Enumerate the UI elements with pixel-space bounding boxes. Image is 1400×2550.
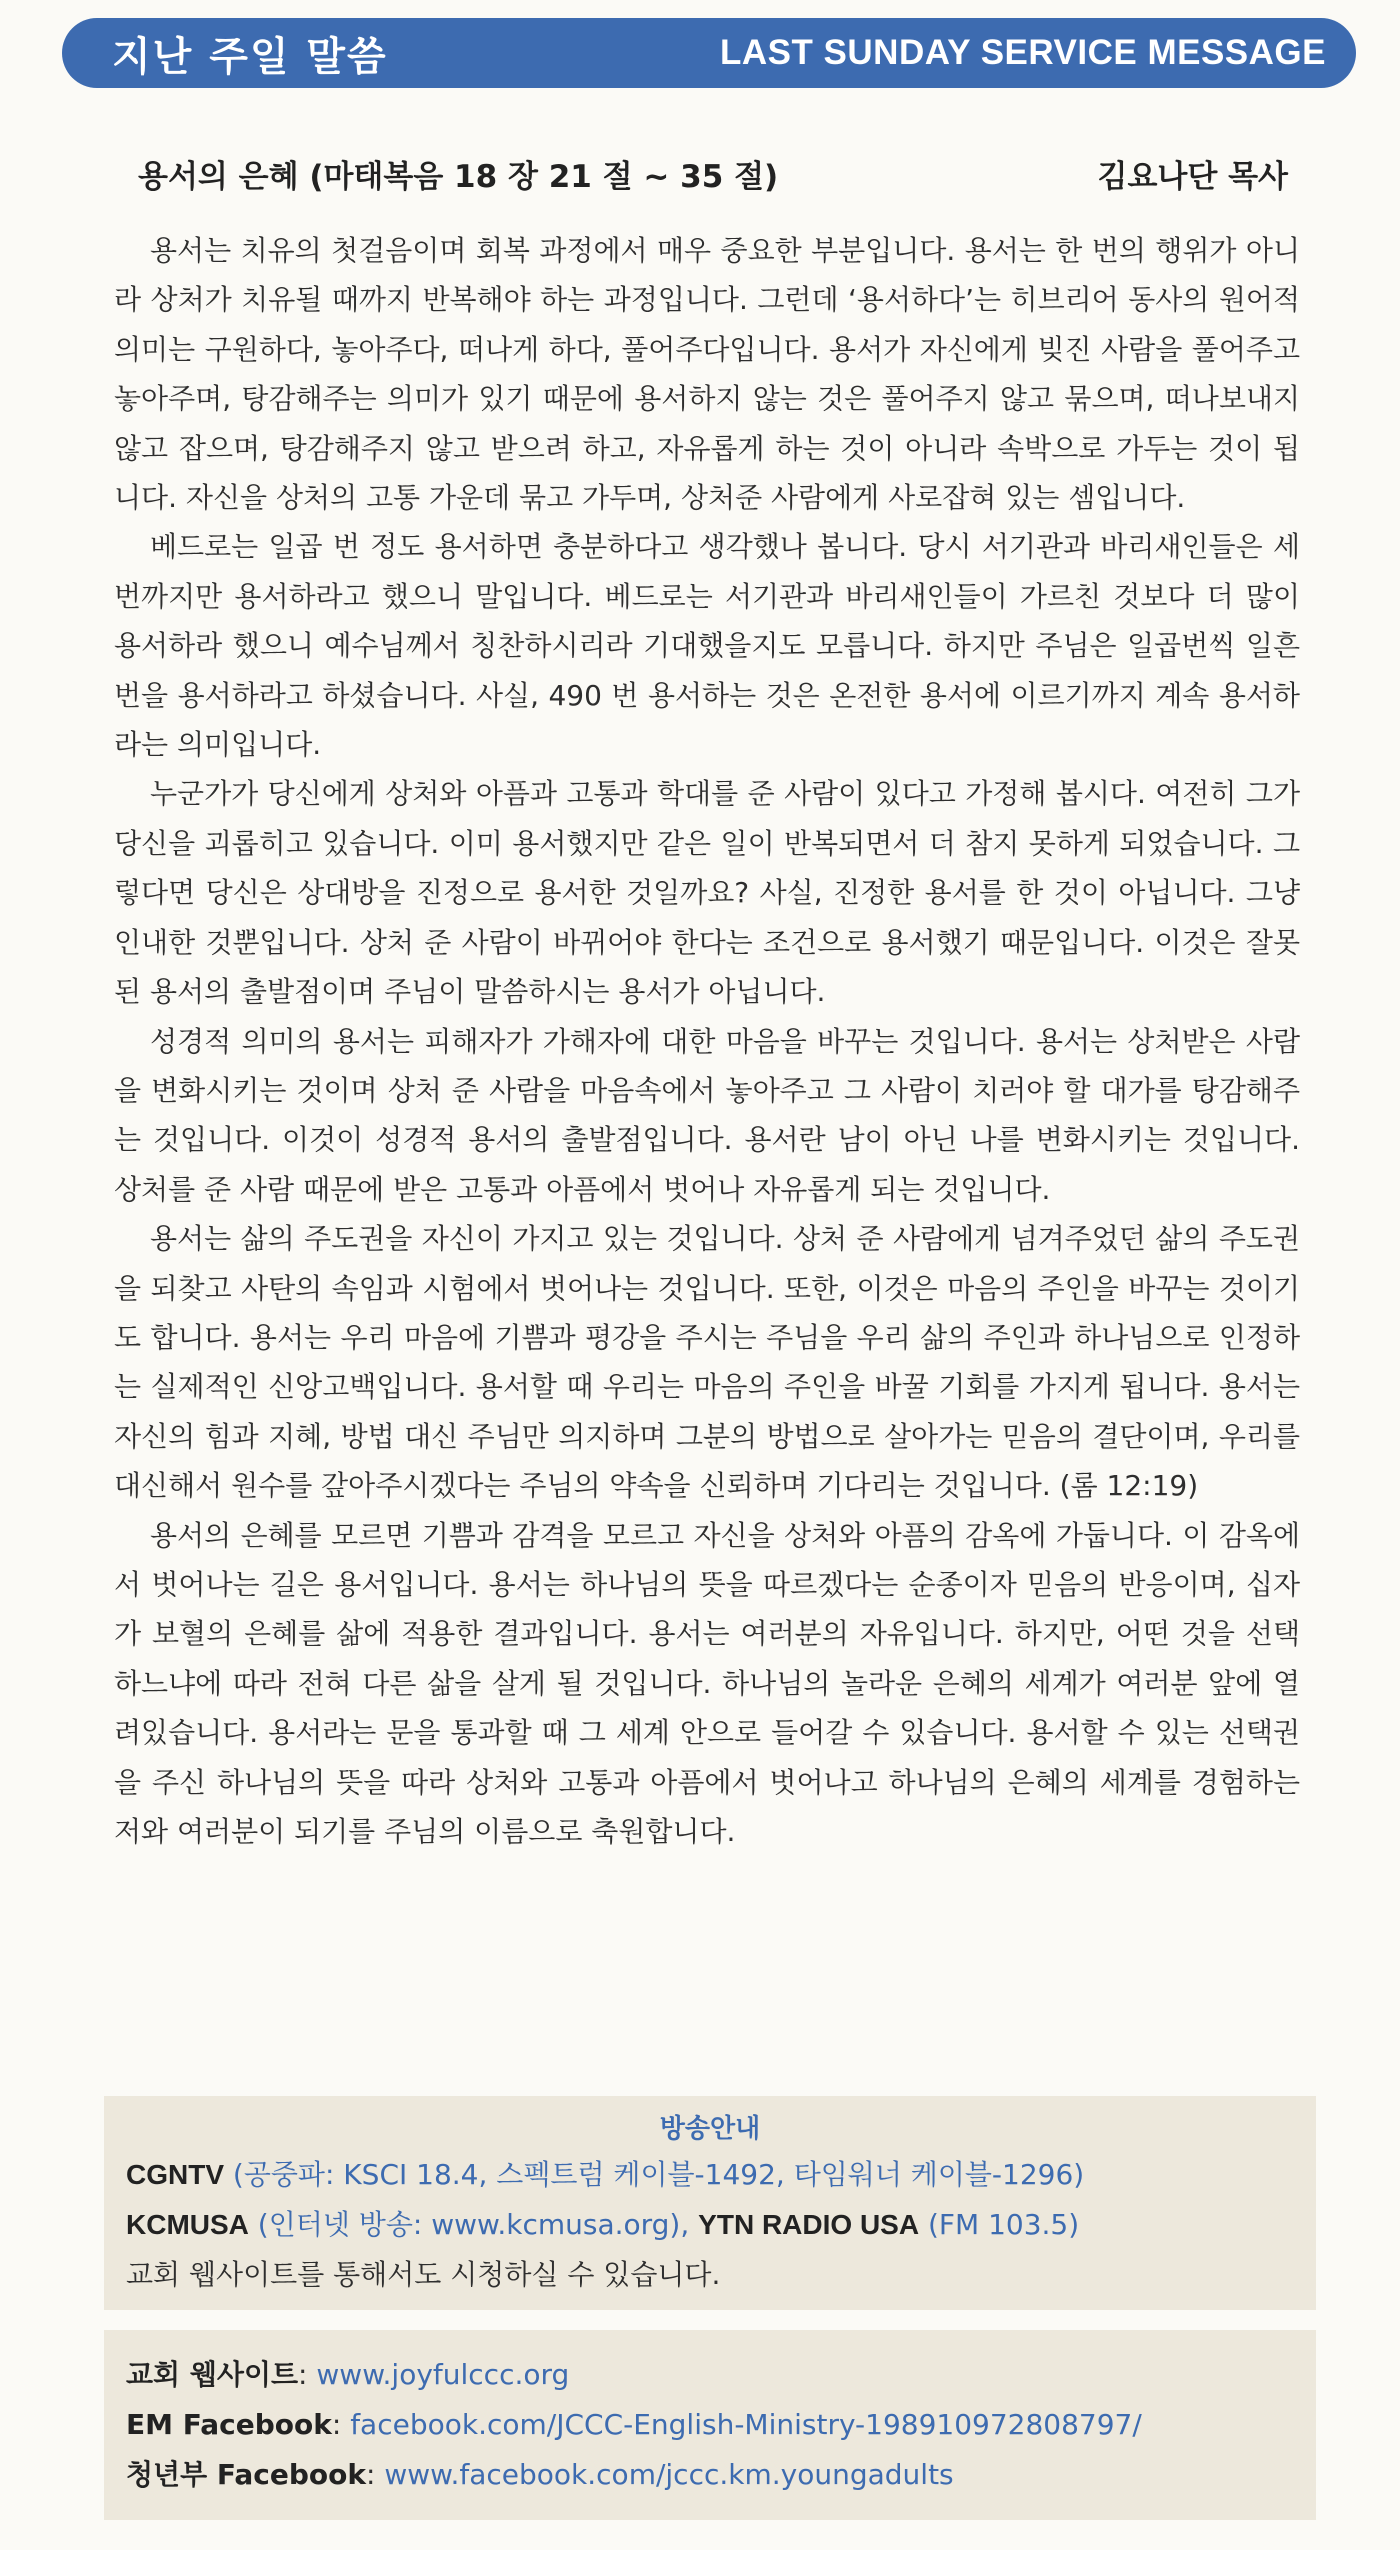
sermon-paragraph: 용서의 은혜를 모르면 기쁨과 감격을 모르고 자신을 상처와 아픔의 감옥에 가둡니다. 이 감옥에서 벗어나는 길은 용서입니다. 용서는 하나님의 뜻을 따르겠다는 순종이자 믿음의 반응이며, 십자가 보혈의 은혜를 삶에 적용한 결과입니다. 용서는 여러분의 자유입니다. 하지만, 어떤 것을 선택하느냐에 따라 전혀 다른 삶을 살게 될 것입니다. 하나님의 놀라운 은혜의 세계가 여러분 앞에 열려있습니다. 용서라는 문을 통과할 때 그 세계 안으로 들어갈 수 있습니다. 용서할 수 있는 선택권을 주신 하나님의 뜻을 따라 상처와 고통과 아픔에서 벗어나고 하나님의 은혜의 세계를 경험하는 저와 여러분이 되기를 주님의 이름으로 축원합니다. xyxy=(114,1518,1300,1848)
ytn-name: YTN RADIO USA xyxy=(698,2209,920,2240)
sermon-paragraph: 누군가가 당신에게 상처와 아픔과 고통과 학대를 준 사람이 있다고 가정해 봅시다. 여전히 그가 당신을 괴롭히고 있습니다. 이미 용서했지만 같은 일이 반복되면서 더 참지 못하게 되었습니다. 그렇다면 당신은 상대방을 진정으로 용서한 것일까요? 사실, 진정한 용서를 한 것이 아닙니다. 그냥 인내한 것뿐입니다. 상처 준 사람이 바뀌어야 한다는 조건으로 용서했기 때문입니다. 이것은 잘못된 용서의 출발점이며 주님이 말씀하시는 용서가 아닙니다. xyxy=(114,777,1300,1009)
cgntv-detail: (공중파: KSCI 18.4, 스펙트럼 케이블-1492, 타임워너 케이블-1296) xyxy=(232,2158,1085,2191)
sermon-paragraph: 용서는 삶의 주도권을 자신이 가지고 있는 것입니다. 상처 준 사람에게 넘겨주었던 삶의 주도권을 되찾고 사탄의 속임과 시험에서 벗어나는 것입니다. 또한, 이것은 마음의 주인을 바꾸는 것이기도 합니다. 용서는 우리 마음에 기쁨과 평강을 주시는 주님을 우리 삶의 주인과 하나님으로 인정하는 실제적인 신앙고백입니다. 용서할 때 우리는 마음의 주인을 바꿀 기회를 가지게 됩니다. 용서는 자신의 힘과 지혜, 방법 대신 주님만 의지하며 그분의 방법으로 살아가는 믿음의 결단이며, 우리를 대신해서 원수를 갚아주시겠다는 주님의 약속을 신뢰하며 기다리는 것입니다. (롬 12:19) xyxy=(114,1222,1300,1503)
sermon-paragraph: 용서는 치유의 첫걸음이며 회복 과정에서 매우 중요한 부분입니다. 용서는 한 번의 행위가 아니라 상처가 치유될 때까지 반복해야 하는 과정입니다. 그런데 ‘용서하다’는 히브리어 동사의 원어적 의미는 구원하다, 놓아주다, 떠나게 하다, 풀어주다입니다. 용서가 자신에게 빚진 사람을 풀어주고 놓아주며, 탕감해주는 의미가 있기 때문에 용서하지 않는 것은 풀어주지 않고 묶으며, 떠나보내지 않고 잡으며, 탕감해주지 않고 받으려 하고, 자유롭게 하는 것이 아니라 속박으로 가두는 것이 됩니다. 자신을 상처의 고통 가운데 묶고 가두며, 상처준 사람에게 사로잡혀 있는 셈입니다. xyxy=(114,234,1300,515)
youth-facebook-label: 청년부 Facebook xyxy=(126,2458,366,2491)
kcmusa-detail[interactable]: (인터넷 방송: www.kcmusa.org), xyxy=(257,2208,690,2241)
youth-facebook-line: 청년부 Facebook: www.facebook.com/jccc.km.youngadults xyxy=(126,2458,954,2491)
website-label: 교회 웹사이트 xyxy=(126,2358,299,2391)
website-line: 교회 웹사이트: www.joyfulccc.org xyxy=(126,2358,570,2391)
banner-title-korean: 지난 주일 말씀 xyxy=(112,33,388,80)
ytn-detail: (FM 103.5) xyxy=(927,2208,1080,2241)
em-facebook-label: EM Facebook xyxy=(126,2408,332,2441)
sermon-title: 용서의 은혜 (마태복음 18 장 21 절 ~ 35 절) xyxy=(138,158,779,195)
broadcast-title: 방송안내 xyxy=(659,2114,761,2144)
broadcast-kcmusa-line xyxy=(126,2200,1294,2250)
kcmusa-name: KCMUSA xyxy=(126,2209,249,2240)
youth-facebook-link[interactable]: www.facebook.com/jccc.km.youngadults xyxy=(384,2458,954,2491)
section-banner xyxy=(62,18,1356,88)
sermon-heading xyxy=(138,148,1288,198)
broadcast-note: 교회 웹사이트를 통해서도 시청하실 수 있습니다. xyxy=(126,2258,721,2291)
broadcast-info-box xyxy=(104,2096,1316,2310)
broadcast-cgntv-line xyxy=(126,2150,1294,2200)
em-facebook-link[interactable]: facebook.com/JCCC-English-Ministry-198910972808797/ xyxy=(350,2408,1142,2441)
sermon-paragraph: 성경적 의미의 용서는 피해자가 가해자에 대한 마음을 바꾸는 것입니다. 용서는 상처받은 사람을 변화시키는 것이며 상처 준 사람을 마음속에서 놓아주고 그 사람이 치러야 할 대가를 탕감해주는 것입니다. 이것이 성경적 용서의 출발점입니다. 용서란 남이 아닌 나를 변화시키는 것입니다. 상처를 준 사람 때문에 받은 고통과 아픔에서 벗어나 자유롭게 되는 것입니다. xyxy=(114,1024,1300,1206)
sermon-body xyxy=(114,226,1300,1856)
em-facebook-line: EM Facebook: facebook.com/JCCC-English-Ministry-198910972808797/ xyxy=(126,2408,1142,2441)
sermon-author: 김요나단 목사 xyxy=(1097,158,1288,195)
banner-title-english: LAST SUNDAY SERVICE MESSAGE xyxy=(719,33,1326,72)
cgntv-name: CGNTV xyxy=(126,2159,224,2190)
church-links-box xyxy=(104,2330,1316,2520)
website-link[interactable]: www.joyfulccc.org xyxy=(316,2358,570,2391)
sermon-paragraph: 베드로는 일곱 번 정도 용서하면 충분하다고 생각했나 봅니다. 당시 서기관과 바리새인들은 세 번까지만 용서하라고 했으니 말입니다. 베드로는 서기관과 바리새인들이 가르친 것보다 더 많이 용서하라 했으니 예수님께서 칭찬하시리라 기대했을지도 모릅니다. 하지만 주님은 일곱번씩 일흔 번을 용서하라고 하셨습니다. 사실, 490 번 용서하는 것은 온전한 용서에 이르기까지 계속 용서하라는 의미입니다. xyxy=(114,530,1300,762)
